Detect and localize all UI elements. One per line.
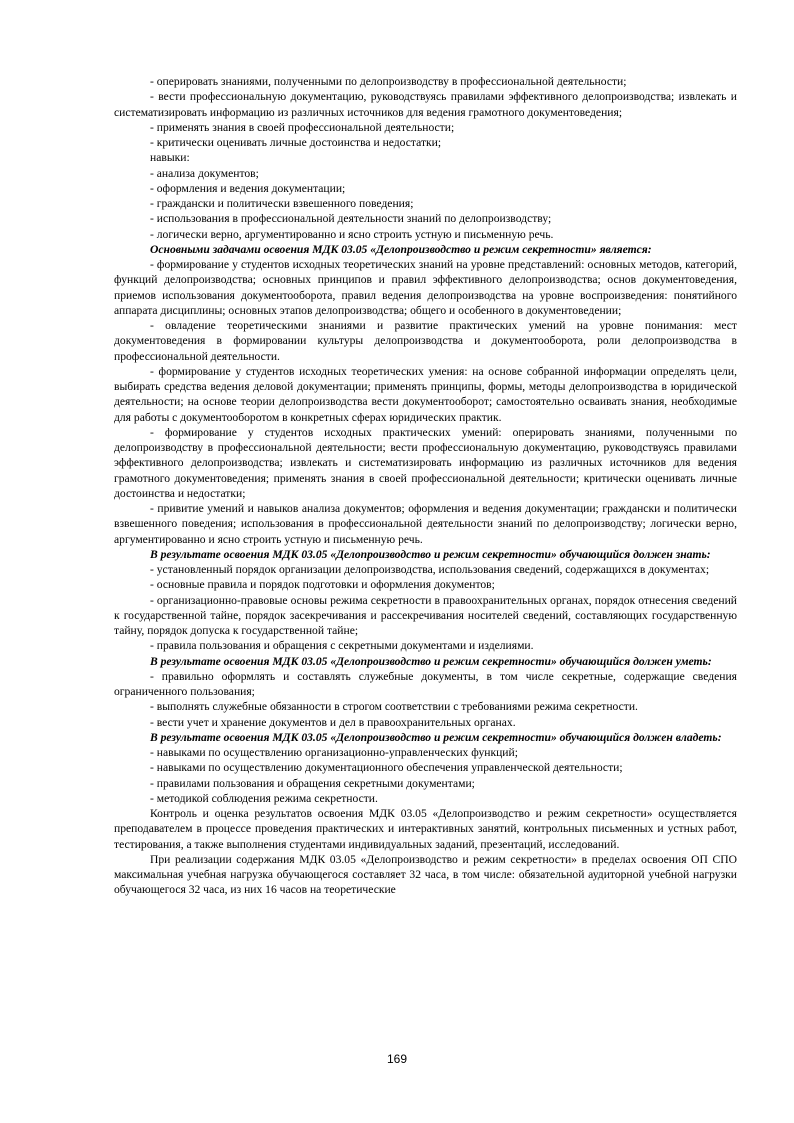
list-item: - оформления и ведения документации; [150, 181, 346, 195]
paragraph: - формирование у студентов исходных теоретических знаний на уровне представлений: основных методов, категорий, функций делопроизводства; основных принципов и правил эффективного делопроизводства; основ документоведения, приемов использования документооборота, правил ведения делопроизводства на уровне воспроизведения: понятийного аппарата дисциплины; основных этапов делопроизводства; общего и особенного в документоведении; [114, 258, 737, 317]
list-item: - правилами пользования и обращения секретными документами; [150, 776, 475, 790]
list-item: - вести профессиональную документацию, руководствуясь правилами эффективного делопроизводства; извлекать и систематизировать информацию из различных источников для ведения грамотного документоведения; [114, 90, 737, 119]
page-number: 169 [386, 1052, 408, 1066]
list-item: - методикой соблюдения режима секретности. [150, 791, 378, 805]
paragraph: - привитие умений и навыков анализа документов; оформления и ведения документации; граждански и политически взвешенного поведения; использования в профессиональной деятельности знаний по делопроизводству; логически верно, аргументированно и ясно строить устную и письменную речь. [114, 502, 737, 546]
list-item: - навыками по осуществлению организационно-управленческих функций; [150, 746, 518, 759]
list-item: - основные правила и порядок подготовки и оформления документов; [150, 578, 495, 592]
list-item: - анализа документов; [150, 166, 259, 180]
list-item: - установленный порядок организации делопроизводства, использования сведений, содержащихся в документах; [150, 563, 710, 576]
paragraph: Контроль и оценка результатов освоения МДК 03.05 «Делопроизводство и режим секретности» осуществляется преподавателем в процессе проведения практических и интерактивных занятий, контрольных письменных и устных работ, тестирования, а также выполнения студентами индивидуальных заданий, презентаций, исследований. [114, 807, 737, 851]
document-body [114, 74, 737, 898]
paragraph: - формирование у студентов исходных теоретических умения: на основе собранной информации определять цели, выбирать средства ведения деловой документации; применять принципы, формы, методы делопроизводства в юридической деятельности; на основе теории делопроизводства вести документооборот; самостоятельно осваивать знания, необходимые для работы с документооборотом в конкретных сферах юридических практик. [114, 364, 737, 424]
section-heading: В результате освоения МДК 03.05 «Делопроизводство и режим секретности» обучающийся должен уметь: [150, 654, 712, 668]
list-item: - правильно оформлять и составлять служебные документы, в том числе секретные, содержащие сведения ограниченного пользования; [114, 669, 737, 698]
list-item: - граждански и политически взвешенного поведения; [150, 197, 414, 210]
list-item: - критически оценивать личные достоинства и недостатки; [150, 136, 442, 149]
list-item: - использования в профессиональной деятельности знаний по делопроизводству; [150, 212, 552, 226]
paragraph: - овладение теоретическими знаниями и развитие практических умений на уровне понимания: мест документоведения в формировании культуры делопроизводства и документооборота, роли делопроизводства в профессиональной деятельности. [114, 319, 737, 363]
section-heading: В результате освоения МДК 03.05 «Делопроизводство и режим секретности» обучающийся должен знать: [150, 547, 711, 561]
list-item: - правила пользования и обращения с секретными документами и изделиями. [150, 639, 534, 653]
paragraph: При реализации содержания МДК 03.05 «Делопроизводство и режим секретности» в пределах освоения ОП СПО максимальная учебная нагрузка обучающегося составляет 32 часа, в том числе: обязательной аудиторной учебной нагрузки обучающегося 32 часа, из них 16 часов на теоретические [114, 852, 737, 897]
list-item: - применять знания в своей профессиональной деятельности; [150, 120, 455, 134]
list-item: - логически верно, аргументированно и ясно строить устную и письменную речь. [150, 227, 554, 241]
list-item: - вести учет и хранение документов и дел в правоохранительных органах. [150, 715, 516, 729]
list-item: - выполнять служебные обязанности в строгом соответствии с требованиями режима секретности. [150, 700, 638, 714]
list-item: - организационно-правовые основы режима секретности в правоохранительных органах, порядок отнесения сведений к государственной тайне, порядок засекречивания и рассекречивания носителей сведений, составляющих государственную тайну, порядок допуска к государственной тайне; [114, 593, 737, 637]
list-item: - навыками по осуществлению документационного обеспечения управленческой деятельности; [150, 761, 623, 775]
paragraph: - формирование у студентов исходных практических умений: оперировать знаниями, полученными по делопроизводству в профессиональной деятельности; вести профессиональную документацию, руководствуясь правилами эффективного делопроизводства; извлекать и систематизировать информацию из различных источников для ведения грамотного документоведения; применять знания в своей профессиональной деятельности; критически оценивать личные достоинства и недостатки; [114, 425, 737, 500]
skills-label: навыки: [150, 151, 190, 165]
section-heading: В результате освоения МДК 03.05 «Делопроизводство и режим секретности» обучающийся должен владеть: [150, 730, 722, 744]
section-heading: Основными задачами освоения МДК 03.05 «Делопроизводство и режим секретности» является: [150, 242, 652, 256]
list-item: - оперировать знаниями, полученными по делопроизводству в профессиональной деятельности; [150, 75, 627, 88]
